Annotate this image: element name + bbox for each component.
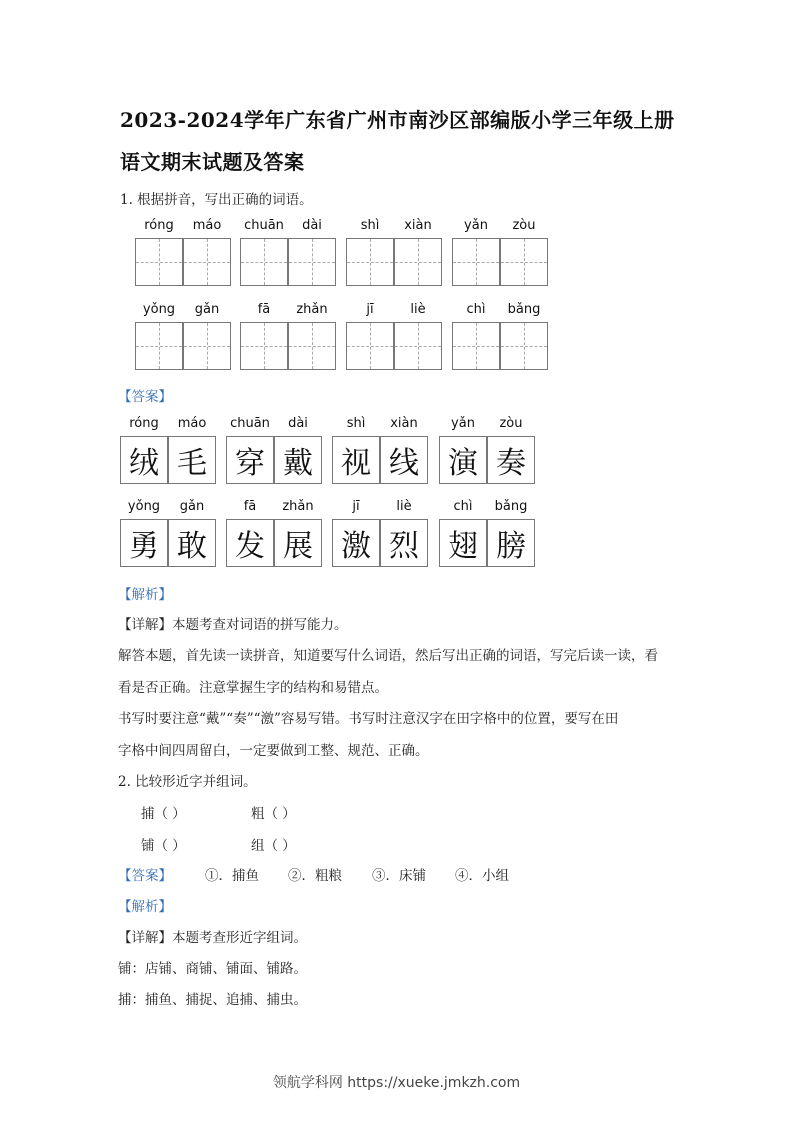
q2-item-char: 铺 [141, 838, 155, 854]
pinyin-label: yǒng [127, 499, 161, 514]
q2-item-4 [251, 834, 296, 854]
answer-character-cell: 绒 [120, 436, 168, 484]
tianzige-blank-cell [183, 238, 231, 286]
pinyin-label: máo [177, 416, 207, 431]
q1-analysis-tag: 【解析】 [118, 587, 172, 603]
pinyin-label: fā [243, 499, 257, 514]
tianzige-blank-cell [452, 322, 500, 370]
answer-character-cell: 敢 [168, 519, 216, 567]
pinyin-label: dài [302, 218, 322, 233]
tianzige-blank-cell [135, 322, 183, 370]
tianzige-blank-cell [394, 238, 442, 286]
pinyin-label: bǎng [494, 499, 528, 514]
pinyin-label: zhǎn [282, 499, 314, 514]
q1-prompt: 1. 根据拼音，写出正确的词语。 [120, 192, 313, 208]
pinyin-label: jī [352, 499, 360, 514]
q2-item-paren: （ ） [264, 838, 296, 854]
pinyin-label: shì [360, 218, 380, 233]
pinyin-label: jī [366, 302, 374, 317]
q2-item-1 [141, 802, 186, 822]
q2-prompt: 2. 比较形近字并组词。 [118, 774, 257, 790]
tianzige-blank-cell [394, 322, 442, 370]
pinyin-label: gǎn [179, 499, 205, 514]
pinyin-label: dài [288, 416, 308, 431]
tianzige-blank-cell [240, 238, 288, 286]
q2-answer-1: ①．捕鱼 [205, 868, 259, 884]
pinyin-label: fā [257, 302, 271, 317]
q2-item-paren: （ ） [154, 838, 186, 854]
pinyin-label: chuān [230, 416, 270, 431]
footer-watermark: 领航学科网 https://xueke.jmkzh.com [272, 1075, 521, 1091]
q2-item-paren: （ ） [264, 806, 296, 822]
q2-answer-tag: 【答案】 [118, 868, 172, 884]
pinyin-label: róng [129, 416, 159, 431]
answer-character-cell: 膀 [487, 519, 535, 567]
pinyin-label: zhǎn [296, 302, 328, 317]
tianzige-blank-cell [183, 322, 231, 370]
pinyin-label: yǒng [142, 302, 176, 317]
q2-item-paren: （ ） [154, 806, 186, 822]
pinyin-label: zòu [512, 218, 536, 233]
tianzige-blank-cell [500, 322, 548, 370]
answer-character-cell: 穿 [226, 436, 274, 484]
pinyin-label: liè [396, 499, 412, 514]
pinyin-label: zòu [499, 416, 523, 431]
pinyin-label: liè [410, 302, 426, 317]
answer-character-cell: 奏 [487, 436, 535, 484]
q2-detail: 【详解】本题考查形近字组词。 [118, 930, 307, 946]
q1-paragraph2-b: 字格中间四周留白，一定要做到工整、规范、正确。 [118, 743, 429, 759]
tianzige-blank-cell [500, 238, 548, 286]
answer-character-cell: 翅 [439, 519, 487, 567]
pinyin-label: chì [466, 302, 486, 317]
answer-character-cell: 线 [380, 436, 428, 484]
answer-character-cell: 展 [274, 519, 322, 567]
answer-character-cell: 勇 [120, 519, 168, 567]
q2-item-2 [251, 802, 296, 822]
q2-answer-3: ③．床铺 [372, 868, 426, 884]
q2-item-char: 组 [251, 838, 265, 854]
q1-paragraph1-b: 看是否正确。注意掌握生字的结构和易错点。 [118, 680, 388, 696]
tianzige-blank-cell [288, 322, 336, 370]
answer-character-cell: 戴 [274, 436, 322, 484]
pinyin-label: shì [346, 416, 366, 431]
pinyin-label: róng [144, 218, 174, 233]
q1-paragraph1-a: 解答本题，首先读一读拼音，知道要写什么词语，然后写出正确的词语，写完后读一读，看 [118, 648, 658, 664]
pinyin-label: yǎn [451, 416, 475, 431]
answer-character-cell: 发 [226, 519, 274, 567]
page-title-line1: 2023-2024学年广东省广州市南沙区部编版小学三年级上册 [120, 108, 675, 132]
q2-answer-2: ②．粗粮 [288, 868, 342, 884]
pinyin-label: xiàn [390, 416, 418, 431]
tianzige-blank-cell [288, 238, 336, 286]
answer-character-cell: 烈 [380, 519, 428, 567]
q2-line1: 铺：店铺、商铺、铺面、铺路。 [118, 961, 307, 977]
tianzige-blank-cell [452, 238, 500, 286]
tianzige-blank-cell [346, 322, 394, 370]
tianzige-blank-cell [346, 238, 394, 286]
q2-answer-4: ④．小组 [455, 868, 509, 884]
answer-character-cell: 毛 [168, 436, 216, 484]
q1-detail: 【详解】本题考查对词语的拼写能力。 [118, 617, 348, 633]
q2-analysis-tag: 【解析】 [118, 899, 172, 915]
pinyin-label: bǎng [507, 302, 541, 317]
pinyin-label: gǎn [194, 302, 220, 317]
q2-item-char: 捕 [141, 806, 155, 822]
tianzige-blank-cell [240, 322, 288, 370]
answer-character-cell: 视 [332, 436, 380, 484]
pinyin-label: xiàn [404, 218, 432, 233]
pinyin-label: chuān [244, 218, 284, 233]
q1-answer-tag: 【答案】 [118, 389, 172, 405]
q1-paragraph2-a: 书写时要注意“戴”“奏”“激”容易写错。书写时注意汉字在田字格中的位置，要写在田 [118, 711, 619, 727]
pinyin-label: máo [192, 218, 222, 233]
answer-character-cell: 演 [439, 436, 487, 484]
tianzige-blank-cell [135, 238, 183, 286]
q2-line2: 捕：捕鱼、捕捉、追捕、捕虫。 [118, 992, 307, 1008]
q2-item-char: 粗 [251, 806, 265, 822]
q2-item-3 [141, 834, 186, 854]
answer-character-cell: 激 [332, 519, 380, 567]
pinyin-label: yǎn [464, 218, 488, 233]
pinyin-label: chì [453, 499, 473, 514]
page-title-line2: 语文期末试题及答案 [120, 150, 305, 174]
